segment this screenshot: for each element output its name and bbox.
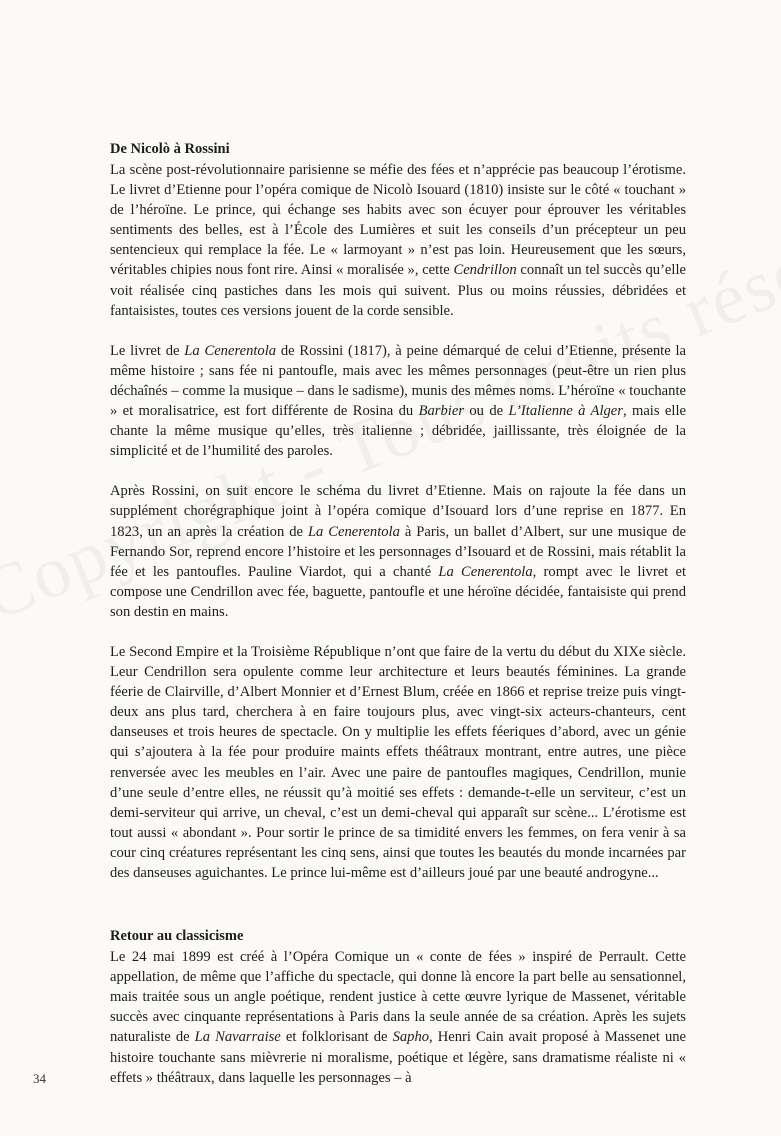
text-run: et folklorisant de (280, 1029, 393, 1046)
italic-title: Cendrillon (453, 262, 517, 279)
italic-title: Barbier (418, 403, 464, 420)
text-run: , mais elle chante la même musique qu’elles, très italienne ; débridée, jaillissante, très éloignée de la simplicité et de l’humilité des paroles. (110, 403, 686, 460)
italic-title: L’Italienne à Alger (508, 403, 623, 420)
section-heading: Retour au classicisme (110, 928, 244, 945)
text-run: Le Second Empire et la Troisième République n’ont que faire de la vertu du début du XIXe siècle. Leur Cendrillon sera opulente comme leur architecture et leurs beautés féminines. La grande féerie de Clairville, d’Albert Monnier et d’Ernest Blum, créée en 1866 et reprise treize puis vingt-deux ans plus tard, cherchera à en faire toujours plus, avec vingt-six acteurs-chanteurs, cent danseuses et trois heures de spectacle. On y multiplie les effets féeriques d’abord, avec un génie qui s’ajoutera à la fée pour produire maints effets théâtraux montrant, entre autres, une pièce renversée avec les meubles en l’air. Avec une paire de pantoufles magiques, Cendrillon, munie d’une seule d’entre elles, ne réussit qu’à moitié ses effets : demande-t-elle un serviteur, c’est un demi-serviteur qui arrive, un cheval, c’est un demi-cheval qui apparaît sur scène... L’érotisme est tout aussi « abondant ». Pour sortir le prince de sa timidité envers les femmes, on fera venir à sa cour cinq créatures représentant les cinq sens, ainsi que toutes les beautés du monde incarnées par des danseuses aguichantes. Le prince lui-même est d’ailleurs joué par une beauté androgyne... (110, 643, 686, 881)
italic-title: La Cenerentola (307, 523, 400, 540)
paragraph (110, 947, 686, 1088)
text-run: Après Rossini, on suit encore le schéma du livret d’Etienne. Mais on rajoute la fée dans un supplément chorégraphique joint à l’opéra comique d’Isouard lors d’une reprise en 1877. En 1823, un an après la création de (110, 483, 686, 540)
text-run: , Henri Cain avait proposé à Massenet une histoire touchante sans mièvrerie ni moralisme, poétique et légère, sans dramatisme réaliste ni « effets » théâtraux, dans laquelle les personnages – à (110, 1029, 687, 1086)
section-nicolo-rossini (110, 140, 686, 883)
text-run: Le livret de (110, 342, 185, 359)
text-run: ou de (464, 403, 509, 420)
text-run: , rompt avec le livret et compose une Cendrillon avec fée, baguette, pantoufle et une héroïne décidée, fantaisiste qui prend son destin en mains. (110, 563, 687, 620)
italic-title: Sapho (392, 1029, 430, 1046)
paragraph (110, 642, 686, 883)
text-run: Le 24 mai 1899 est créé à l’Opéra Comique un « conte de fées » inspiré de Perrault. Cette appellation, de même que l’affiche du spectacle, qui donne là encore la part belle au sensationnel, mais traitée sous un angle poétique, rendent justice à cette œuvre lyrique de Massenet, véritable succès avec cinquante représentations à Paris dans la seule année de sa création. Après les sujets naturaliste de (110, 949, 686, 1046)
text-run: La scène post-révolutionnaire parisienne se méfie des fées et n’apprécie pas beaucoup l’érotisme. Le livret d’Etienne pour l’opéra comique de Nicolò Isouard (1810) insiste sur le côté « touchant » de l’héroïne. Le prince, qui échange ses habits avec son écuyer pour éprouver les véritables sentiments des belles, est à l’École des Lumières et suit les conseils d’un précepteur un peu sentencieux qui remplace la fée. Le « larmoyant » n’est pas loin. Heureusement que les sœurs, véritables chipies nous font rire. Ainsi « moralisée », cette (110, 162, 686, 279)
article-body (110, 140, 686, 1088)
italic-title: La Cenerentola (438, 563, 533, 580)
section-retour-classicisme (110, 927, 686, 1088)
paragraph (110, 341, 686, 462)
text-run: à Paris, un ballet d’Albert, sur une musique de Fernando Sor, reprend encore l’histoire et les personnages d’Isouard et de Rossini, mais rétablit la fée et les pantoufles. Pauline Viardot, qui a chanté (110, 523, 686, 580)
paragraph (110, 160, 686, 321)
section-heading: De Nicolò à Rossini (110, 141, 230, 157)
italic-title: La Cenerentola (184, 342, 277, 359)
italic-title: La Navarraise (194, 1029, 281, 1046)
text-run: de Rossini (1817), à peine démarqué de celui d’Etienne, présente la même histoire ; sans fée ni pantoufle, mais avec les mêmes personnages (peut-être un rien plus déchaînés – comme la musique – dans le sadisme), munis des mêmes noms. L’héroïne « touchante » et moralisatrice, est fort différente de Rosina du (110, 342, 686, 420)
page-number: 34 (33, 1071, 46, 1086)
text-run: connaît un tel succès qu’elle voit réalisée cinq pastiches dans les mois qui suivent. Plus ou moins réussies, débridées et fantaisistes, toutes ces versions jouent de la corde sensible. (110, 262, 686, 319)
paragraph (110, 481, 686, 622)
